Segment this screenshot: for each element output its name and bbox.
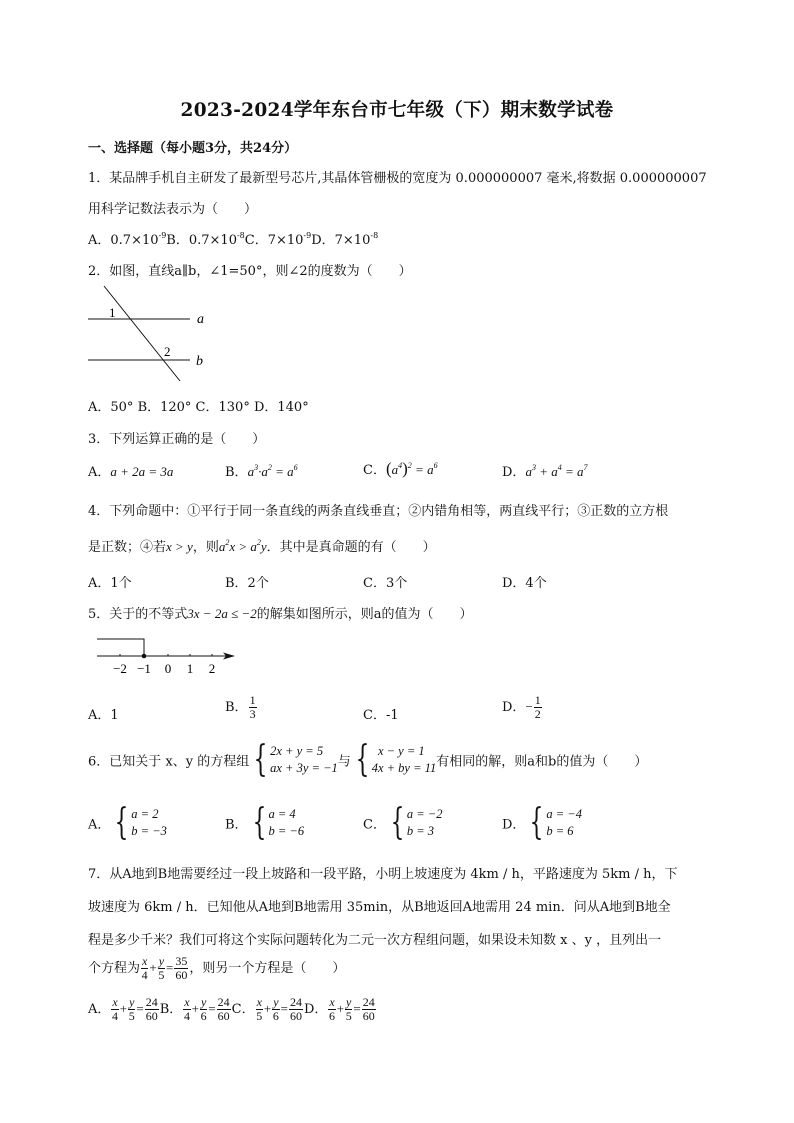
solution-set-ray [97, 639, 144, 656]
question-4-option-d: D．4个 [502, 576, 547, 591]
question-4-option-b: B．2个 [225, 576, 269, 591]
question-6-option-c: C． { a = −2 b = 3 [363, 802, 443, 843]
tick-label: 1 [186, 661, 194, 676]
solid-endpoint [142, 654, 147, 659]
question-6-stem: 6．已知关于 x、y 的方程组 { 2x + y = 5 ax + 3y = −1 与 { x − y = 1 4x + by = 11 有相同的解，则a和b的值为（ ） [88, 739, 648, 780]
parallel-lines-figure [88, 285, 228, 385]
question-3-option-a: A．a + 2a = 3a [88, 464, 174, 480]
question-5-option-a: A．1 [88, 708, 119, 723]
question-5-option-d: D．− $\frac{1}{2}$ [502, 693, 541, 721]
question-7-line-3: 程是多少千米？我们可将这个实际问题转化为二元一次方程组问题，如果设未知数 x 、y ，且列出一 [88, 933, 662, 948]
option-c: C．$7\times 10^{-9}$ [244, 231, 312, 248]
question-2-options: A．50° B．120° C．130° D．140° [88, 400, 309, 415]
question-3-stem: 3．下列运算正确的是（ ） [88, 432, 266, 447]
question-5-stem: 5．关于的不等式3x − 2a ≤ −2的解集如图所示，则a的值为（ ） [88, 606, 473, 622]
number-line-figure [92, 633, 242, 678]
transversal-line [104, 286, 180, 381]
question-3-option-d: D．$a^3 + a^4 = a^7$ [502, 463, 588, 480]
option-d: D． $\frac{x}{6}$ + $\frac{y}{5}$ = $\frac{24}{60}$ [303, 995, 375, 1023]
question-2-stem: 2．如图，直线a∥b，∠1=50°，则∠2的度数为（ ） [88, 264, 412, 279]
question-4-line-1: 4．下列命题中：①平行于同一条直线的两条直线垂直；②内错角相等，两直线平行；③正数的立方根 [88, 504, 669, 519]
question-6-option-d: D． { a = −4 b = 6 [502, 802, 582, 843]
option-c: C． $\frac{x}{5}$ + $\frac{y}{6}$ = $\frac{24}{60}$ [231, 995, 302, 1023]
question-1-options [88, 229, 378, 248]
section-heading: 一、选择题（每小题3分，共24分） [88, 141, 298, 156]
question-3-option-b: B．$a^3\cdot a^2 = a^6$ [225, 463, 298, 480]
question-4-option-a: A．1个 [88, 576, 132, 591]
question-6-option-b: B． { a = 4 b = −6 [225, 802, 305, 843]
line-b-label: b [196, 354, 203, 369]
question-7-line-4: 个方程为 $\frac{x}{4}$ + $\frac{y}{5}$ = $\frac{35}{60}$ ，则另一个方程是（ ） [88, 954, 346, 982]
tick-label: 2 [208, 661, 216, 676]
question-5-option-c: C．-1 [363, 708, 399, 723]
question-3-option-c: C．$(a^4)^2 = a^6$ [363, 459, 438, 478]
tick-label: −2 [113, 661, 127, 676]
question-1-line-1: 1．某品牌手机自主研发了最新型号芯片,其晶体管栅极的宽度为 0.000000007 毫米,将数据 0.000000007 [88, 171, 707, 186]
option-b: B．$0.7\times 10^{-8}$ [166, 231, 245, 248]
angle-1-label: 1 [109, 305, 116, 320]
page-title: 2023-2024学年东台市七年级（下）期末数学试卷 [180, 100, 614, 121]
option-d: D．$7\times 10^{-8}$ [311, 231, 379, 248]
question-6-option-a: A． { a = 2 b = −3 [88, 802, 167, 843]
line-a-label: a [197, 312, 204, 327]
question-7-line-2: 坡速度为 6km / h．已知他从A地到B地需用 35min，从B地返回A地需用 24 min．问从A地到B地全 [88, 900, 671, 915]
question-7-line-1: 7．从A地到B地需要经过一段上坡路和一段平路，小明上坡速度为 4km / h，平路速度为 5km / h，下 [88, 867, 678, 882]
question-4-line-2: 是正数；④若x > y，则$a^2x > a^2y$．其中是真命题的有（ ） [88, 538, 436, 555]
question-7-options [88, 996, 377, 1023]
option-b: B． $\frac{x}{4}$ + $\frac{y}{6}$ = $\frac{24}{60}$ [159, 995, 230, 1023]
question-4-option-c: C．3个 [363, 576, 408, 591]
question-1-line-2: 用科学记数法表示为（ ） [88, 202, 258, 217]
option-a: A． $\frac{x}{4}$ + $\frac{y}{5}$ = $\frac{24}{60}$ [88, 995, 158, 1023]
angle-2-label: 2 [164, 344, 171, 359]
option-a: A．$0.7\times 10^{-9}$ [88, 231, 167, 248]
tick-label: 0 [164, 661, 172, 676]
question-5-option-b: B． $\frac{1}{3}$ [225, 693, 256, 721]
tick-label: −1 [137, 661, 151, 676]
